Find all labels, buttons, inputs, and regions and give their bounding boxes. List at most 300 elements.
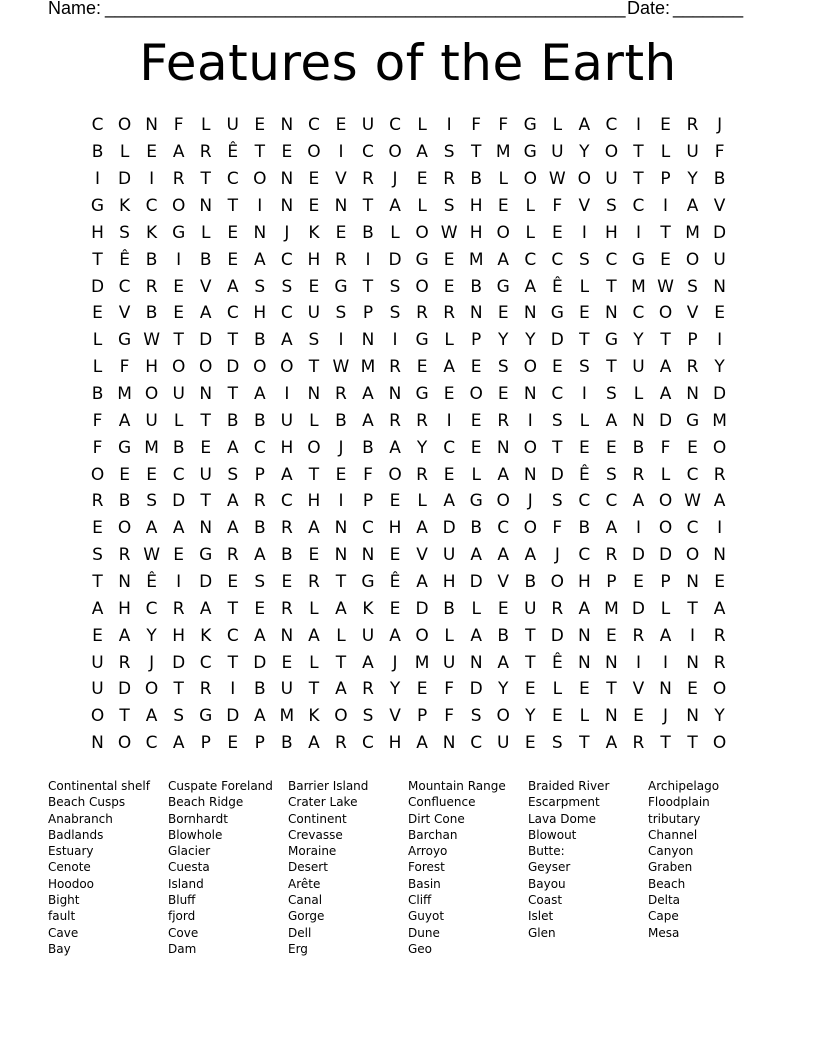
grid-letter[interactable]: N	[659, 679, 672, 700]
grid-letter[interactable]: C	[497, 518, 510, 539]
grid-letter[interactable]: I	[149, 169, 155, 190]
grid-letter[interactable]: J	[338, 437, 344, 458]
grid-letter[interactable]: M	[144, 437, 159, 458]
grid-letter[interactable]: E	[443, 464, 455, 485]
grid-letter[interactable]: T	[200, 410, 211, 431]
grid-letter[interactable]: S	[606, 384, 617, 405]
grid-letter[interactable]: U	[686, 142, 699, 163]
name-field[interactable]: ____________________________________________________	[105, 0, 626, 18]
grid-letter[interactable]: Ê	[146, 572, 157, 593]
grid-letter[interactable]: E	[335, 464, 347, 485]
grid-letter[interactable]: A	[226, 437, 239, 458]
grid-letter[interactable]: E	[281, 572, 293, 593]
grid-letter[interactable]: S	[308, 330, 320, 351]
grid-letter[interactable]: B	[362, 437, 374, 458]
grid-letter[interactable]: E	[146, 142, 157, 163]
grid-letter[interactable]: B	[443, 598, 455, 619]
grid-letter[interactable]: A	[145, 518, 158, 539]
grid-letter[interactable]: E	[416, 357, 428, 378]
grid-letter[interactable]: M	[495, 142, 511, 163]
grid-letter[interactable]: E	[470, 410, 482, 431]
grid-letter[interactable]: U	[91, 679, 104, 700]
grid-letter[interactable]: E	[443, 384, 455, 405]
grid-letter[interactable]: O	[415, 276, 429, 297]
grid-letter[interactable]: T	[579, 733, 590, 754]
grid-letter[interactable]: S	[443, 142, 455, 163]
grid-letter[interactable]: O	[523, 357, 537, 378]
grid-letter[interactable]: P	[606, 572, 617, 593]
grid-letter[interactable]: T	[308, 464, 320, 485]
grid-letter[interactable]: I	[338, 491, 344, 512]
grid-letter[interactable]: T	[660, 330, 671, 351]
grid-letter[interactable]: O	[550, 572, 565, 593]
grid-letter[interactable]: Y	[687, 169, 698, 190]
grid-letter[interactable]: R	[335, 249, 347, 270]
grid-letter[interactable]: E	[335, 222, 347, 243]
grid-letter[interactable]: E	[308, 196, 320, 216]
grid-letter[interactable]: Ê	[119, 249, 130, 270]
grid-letter[interactable]: O	[171, 196, 186, 216]
grid-letter[interactable]: E	[146, 464, 157, 485]
grid-letter[interactable]: N	[280, 625, 294, 646]
grid-letter[interactable]: A	[416, 142, 428, 163]
grid-letter[interactable]: A	[416, 733, 428, 754]
grid-letter[interactable]: E	[254, 115, 266, 136]
grid-letter[interactable]: O	[496, 222, 510, 243]
grid-letter[interactable]: E	[416, 169, 428, 190]
grid-letter[interactable]: L	[119, 142, 130, 163]
grid-letter[interactable]: C	[226, 169, 239, 190]
grid-letter[interactable]: M	[685, 222, 700, 243]
grid-letter[interactable]: H	[388, 518, 402, 539]
grid-letter[interactable]: M	[468, 249, 484, 270]
grid-letter[interactable]: H	[307, 249, 321, 270]
grid-letter[interactable]: T	[633, 169, 644, 190]
grid-letter[interactable]: E	[660, 115, 671, 136]
grid-letter[interactable]: A	[118, 410, 131, 431]
grid-letter[interactable]: E	[714, 572, 725, 593]
grid-letter[interactable]: R	[280, 598, 293, 619]
grid-letter[interactable]: E	[470, 437, 482, 458]
grid-letter[interactable]: T	[173, 330, 184, 351]
grid-letter[interactable]: A	[172, 733, 185, 754]
grid-letter[interactable]: V	[335, 169, 347, 190]
grid-letter[interactable]: V	[632, 679, 645, 700]
grid-letter[interactable]: B	[172, 437, 185, 458]
grid-letter[interactable]: A	[335, 598, 347, 619]
grid-letter[interactable]: T	[633, 142, 644, 163]
grid-letter[interactable]: O	[577, 169, 592, 190]
grid-letter[interactable]: N	[469, 652, 483, 673]
grid-letter[interactable]: B	[713, 169, 726, 190]
grid-letter[interactable]: K	[200, 625, 212, 646]
grid-letter[interactable]: L	[525, 222, 536, 243]
grid-letter[interactable]: B	[91, 384, 104, 405]
grid-letter[interactable]: C	[632, 196, 645, 216]
grid-letter[interactable]: D	[226, 357, 240, 378]
grid-letter[interactable]: A	[659, 357, 672, 378]
grid-letter[interactable]: M	[360, 357, 376, 378]
grid-letter[interactable]: D	[199, 330, 213, 351]
grid-letter[interactable]: E	[389, 491, 401, 512]
grid-letter[interactable]: R	[253, 491, 266, 512]
grid-letter[interactable]: B	[145, 303, 158, 324]
grid-letter[interactable]: T	[687, 733, 698, 754]
grid-letter[interactable]: H	[469, 196, 483, 216]
grid-letter[interactable]: V	[389, 706, 401, 727]
grid-letter[interactable]: O	[117, 518, 132, 539]
grid-letter[interactable]: U	[199, 464, 212, 485]
grid-letter[interactable]: Y	[498, 679, 509, 700]
grid-letter[interactable]: R	[497, 410, 510, 431]
grid-letter[interactable]: S	[578, 357, 590, 378]
grid-letter[interactable]: O	[144, 384, 159, 405]
grid-letter[interactable]: A	[362, 384, 374, 405]
grid-letter[interactable]: Y	[416, 437, 428, 458]
grid-letter[interactable]: N	[334, 196, 348, 216]
grid-letter[interactable]: E	[92, 518, 103, 539]
grid-letter[interactable]: D	[226, 706, 240, 727]
grid-letter[interactable]: A	[632, 491, 645, 512]
grid-letter[interactable]: L	[200, 222, 211, 243]
grid-letter[interactable]: W	[332, 357, 350, 378]
grid-letter[interactable]: J	[284, 222, 290, 243]
grid-letter[interactable]: W	[440, 222, 458, 243]
grid-letter[interactable]: A	[308, 518, 320, 539]
grid-letter[interactable]: E	[714, 303, 725, 324]
grid-letter[interactable]: O	[658, 491, 673, 512]
grid-letter[interactable]: U	[632, 357, 645, 378]
grid-letter[interactable]: H	[388, 733, 402, 754]
grid-letter[interactable]: B	[253, 679, 266, 700]
grid-letter[interactable]: D	[550, 330, 564, 351]
grid-letter[interactable]: B	[281, 733, 293, 754]
grid-letter[interactable]: R	[362, 679, 374, 700]
grid-letter[interactable]: L	[309, 652, 319, 673]
grid-letter[interactable]: Ê	[578, 464, 590, 485]
grid-letter[interactable]: A	[145, 706, 158, 727]
grid-letter[interactable]: D	[469, 679, 483, 700]
grid-letter[interactable]: T	[227, 598, 238, 619]
grid-letter[interactable]: R	[199, 142, 212, 163]
grid-letter[interactable]: V	[118, 303, 131, 324]
grid-letter[interactable]: F	[92, 410, 103, 431]
grid-letter[interactable]: V	[416, 545, 428, 566]
grid-letter[interactable]: L	[444, 330, 454, 351]
grid-letter[interactable]: A	[308, 733, 320, 754]
grid-letter[interactable]: H	[91, 222, 104, 243]
grid-letter[interactable]: V	[713, 196, 726, 216]
grid-letter[interactable]: E	[173, 276, 185, 297]
grid-letter[interactable]: R	[443, 303, 456, 324]
grid-letter[interactable]: E	[281, 142, 293, 163]
grid-letter[interactable]: A	[713, 598, 726, 619]
grid-letter[interactable]: U	[605, 169, 618, 190]
grid-letter[interactable]: C	[91, 115, 104, 136]
grid-letter[interactable]: S	[254, 572, 266, 593]
grid-letter[interactable]: S	[578, 249, 590, 270]
grid-letter[interactable]: C	[470, 733, 483, 754]
grid-letter[interactable]: A	[497, 545, 510, 566]
grid-letter[interactable]: G	[90, 196, 105, 216]
grid-letter[interactable]: E	[92, 625, 103, 646]
grid-letter[interactable]: E	[578, 679, 590, 700]
grid-letter[interactable]: E	[443, 249, 455, 270]
grid-letter[interactable]: L	[471, 598, 481, 619]
grid-letter[interactable]: G	[631, 249, 646, 270]
grid-letter[interactable]: C	[389, 115, 401, 136]
grid-letter[interactable]: A	[308, 625, 320, 646]
grid-letter[interactable]: N	[307, 384, 321, 405]
grid-letter[interactable]: P	[362, 303, 374, 324]
grid-letter[interactable]: O	[523, 518, 537, 539]
grid-letter[interactable]: R	[118, 545, 131, 566]
grid-letter[interactable]: T	[200, 491, 211, 512]
grid-letter[interactable]: H	[280, 437, 294, 458]
grid-letter[interactable]: U	[442, 652, 456, 673]
grid-letter[interactable]: I	[338, 330, 344, 351]
grid-letter[interactable]: O	[523, 437, 537, 458]
grid-letter[interactable]: E	[173, 303, 185, 324]
grid-letter[interactable]: B	[253, 518, 266, 539]
grid-letter[interactable]: A	[172, 142, 185, 163]
grid-letter[interactable]: E	[416, 679, 428, 700]
grid-letter[interactable]: L	[579, 276, 590, 297]
grid-letter[interactable]: A	[253, 249, 266, 270]
grid-letter[interactable]: A	[118, 625, 131, 646]
grid-letter[interactable]: M	[631, 276, 646, 297]
grid-letter[interactable]: N	[686, 384, 699, 405]
grid-letter[interactable]: P	[660, 169, 671, 190]
grid-letter[interactable]: B	[470, 276, 483, 297]
grid-letter[interactable]: C	[253, 437, 266, 458]
grid-letter[interactable]: L	[660, 142, 671, 163]
grid-letter[interactable]: C	[280, 491, 293, 512]
grid-letter[interactable]: C	[362, 142, 374, 163]
grid-letter[interactable]: U	[91, 652, 104, 673]
grid-letter[interactable]: O	[388, 464, 402, 485]
grid-letter[interactable]: R	[632, 733, 645, 754]
grid-letter[interactable]: B	[524, 572, 537, 593]
grid-letter[interactable]: I	[257, 196, 263, 216]
grid-letter[interactable]: T	[606, 357, 617, 378]
grid-letter[interactable]: H	[118, 598, 131, 619]
grid-letter[interactable]: A	[416, 518, 428, 539]
grid-letter[interactable]: A	[172, 518, 185, 539]
grid-letter[interactable]: L	[336, 625, 346, 646]
grid-letter[interactable]: N	[605, 706, 618, 727]
grid-letter[interactable]: R	[389, 410, 401, 431]
grid-letter[interactable]: C	[199, 652, 212, 673]
grid-letter[interactable]: C	[307, 115, 320, 136]
grid-letter[interactable]: U	[280, 410, 294, 431]
grid-letter[interactable]: O	[712, 437, 727, 458]
grid-letter[interactable]: E	[227, 572, 239, 593]
grid-letter[interactable]: L	[417, 115, 427, 136]
grid-letter[interactable]: L	[471, 464, 481, 485]
grid-letter[interactable]: R	[416, 303, 428, 324]
grid-letter[interactable]: R	[172, 169, 185, 190]
grid-letter[interactable]: A	[713, 491, 726, 512]
grid-letter[interactable]: I	[95, 169, 101, 190]
grid-letter[interactable]: L	[660, 464, 671, 485]
grid-letter[interactable]: G	[199, 545, 213, 566]
grid-letter[interactable]: A	[605, 518, 618, 539]
grid-letter[interactable]: E	[497, 196, 509, 216]
grid-letter[interactable]: T	[660, 733, 671, 754]
grid-letter[interactable]: G	[172, 222, 186, 243]
grid-letter[interactable]: U	[361, 625, 375, 646]
grid-letter[interactable]: D	[199, 572, 213, 593]
grid-letter[interactable]: A	[497, 464, 510, 485]
grid-letter[interactable]: U	[307, 303, 321, 324]
grid-letter[interactable]: C	[280, 303, 293, 324]
grid-letter[interactable]: P	[254, 733, 265, 754]
grid-letter[interactable]: A	[389, 437, 401, 458]
grid-letter[interactable]: O	[117, 733, 132, 754]
grid-letter[interactable]: C	[686, 518, 699, 539]
grid-letter[interactable]: W	[143, 545, 161, 566]
grid-letter[interactable]: G	[496, 276, 510, 297]
grid-letter[interactable]: P	[254, 464, 265, 485]
grid-letter[interactable]: T	[335, 572, 347, 593]
grid-letter[interactable]: I	[690, 625, 696, 646]
grid-letter[interactable]: I	[176, 249, 182, 270]
grid-letter[interactable]: D	[713, 222, 727, 243]
grid-letter[interactable]: I	[717, 330, 723, 351]
grid-letter[interactable]: A	[443, 491, 455, 512]
grid-letter[interactable]: A	[253, 384, 266, 405]
grid-letter[interactable]: O	[90, 706, 105, 727]
grid-letter[interactable]: S	[362, 706, 374, 727]
grid-letter[interactable]: B	[118, 491, 131, 512]
grid-letter[interactable]: H	[145, 357, 159, 378]
grid-letter[interactable]: E	[308, 545, 320, 566]
grid-letter[interactable]: R	[389, 357, 401, 378]
grid-letter[interactable]: Y	[525, 706, 536, 727]
grid-letter[interactable]: T	[227, 384, 238, 405]
grid-letter[interactable]: E	[389, 545, 401, 566]
grid-letter[interactable]: O	[280, 357, 294, 378]
grid-letter[interactable]: Y	[579, 142, 590, 163]
grid-letter[interactable]: T	[606, 679, 617, 700]
grid-letter[interactable]: S	[551, 733, 563, 754]
grid-letter[interactable]: Ê	[551, 652, 563, 673]
grid-letter[interactable]: H	[469, 222, 483, 243]
grid-letter[interactable]: B	[199, 249, 212, 270]
grid-letter[interactable]: D	[550, 625, 564, 646]
grid-letter[interactable]: S	[687, 276, 698, 297]
grid-letter[interactable]: O	[523, 169, 537, 190]
grid-letter[interactable]: T	[606, 276, 617, 297]
grid-letter[interactable]: P	[362, 491, 374, 512]
grid-letter[interactable]: O	[415, 222, 429, 243]
grid-letter[interactable]: C	[118, 276, 131, 297]
grid-letter[interactable]: D	[658, 545, 673, 566]
grid-letter[interactable]: N	[713, 276, 726, 297]
grid-letter[interactable]: B	[253, 330, 266, 351]
grid-letter[interactable]: E	[524, 733, 536, 754]
grid-letter[interactable]: N	[523, 303, 537, 324]
grid-letter[interactable]: N	[280, 169, 294, 190]
grid-letter[interactable]: E	[687, 679, 698, 700]
grid-letter[interactable]: F	[552, 196, 563, 216]
grid-letter[interactable]: O	[712, 733, 727, 754]
grid-letter[interactable]: C	[226, 625, 239, 646]
grid-letter[interactable]: A	[253, 625, 266, 646]
grid-letter[interactable]: E	[578, 303, 590, 324]
grid-letter[interactable]: R	[605, 545, 618, 566]
grid-letter[interactable]: D	[469, 572, 483, 593]
grid-letter[interactable]: B	[470, 169, 483, 190]
grid-letter[interactable]: O	[253, 169, 267, 190]
grid-letter[interactable]: O	[469, 384, 483, 405]
grid-letter[interactable]: L	[92, 330, 103, 351]
grid-letter[interactable]: U	[280, 679, 294, 700]
grid-letter[interactable]: L	[525, 196, 536, 216]
grid-letter[interactable]: L	[200, 115, 211, 136]
grid-letter[interactable]: O	[658, 303, 673, 324]
grid-letter[interactable]: T	[227, 330, 238, 351]
grid-letter[interactable]: E	[281, 652, 293, 673]
grid-letter[interactable]: A	[470, 545, 482, 566]
grid-letter[interactable]: B	[226, 410, 239, 431]
grid-letter[interactable]: A	[605, 410, 618, 431]
grid-letter[interactable]: M	[604, 598, 619, 619]
grid-letter[interactable]: D	[172, 491, 186, 512]
grid-letter[interactable]: L	[417, 491, 427, 512]
grid-letter[interactable]: G	[334, 276, 348, 297]
grid-letter[interactable]: E	[497, 303, 509, 324]
grid-letter[interactable]: O	[604, 142, 619, 163]
grid-letter[interactable]: O	[334, 706, 348, 727]
grid-letter[interactable]: E	[92, 303, 103, 324]
grid-letter[interactable]: W	[657, 276, 674, 297]
grid-letter[interactable]: F	[714, 142, 725, 163]
grid-letter[interactable]: D	[442, 518, 456, 539]
grid-letter[interactable]: U	[361, 115, 375, 136]
grid-letter[interactable]: Ê	[389, 572, 401, 593]
grid-letter[interactable]: J	[392, 652, 398, 673]
grid-letter[interactable]: R	[199, 679, 212, 700]
grid-letter[interactable]: N	[686, 706, 699, 727]
grid-letter[interactable]: D	[550, 464, 564, 485]
grid-letter[interactable]: G	[523, 142, 537, 163]
grid-letter[interactable]: C	[632, 303, 645, 324]
grid-letter[interactable]: D	[172, 652, 186, 673]
grid-letter[interactable]: N	[523, 464, 537, 485]
grid-letter[interactable]: R	[416, 410, 428, 431]
grid-letter[interactable]: F	[363, 464, 373, 485]
grid-letter[interactable]: F	[660, 437, 671, 458]
grid-letter[interactable]: N	[578, 625, 591, 646]
grid-letter[interactable]: T	[525, 625, 536, 646]
grid-letter[interactable]: R	[307, 572, 320, 593]
grid-letter[interactable]: M	[117, 384, 132, 405]
grid-letter[interactable]: A	[281, 330, 293, 351]
grid-letter[interactable]: A	[497, 652, 510, 673]
grid-letter[interactable]: E	[254, 598, 266, 619]
grid-letter[interactable]: T	[687, 598, 698, 619]
grid-letter[interactable]: N	[334, 518, 348, 539]
grid-letter[interactable]: U	[713, 249, 726, 270]
grid-letter[interactable]: N	[686, 652, 699, 673]
grid-letter[interactable]: N	[442, 733, 456, 754]
grid-letter[interactable]: I	[635, 652, 641, 673]
grid-letter[interactable]: I	[635, 115, 641, 136]
grid-letter[interactable]: C	[578, 491, 591, 512]
grid-letter[interactable]: I	[446, 410, 452, 431]
